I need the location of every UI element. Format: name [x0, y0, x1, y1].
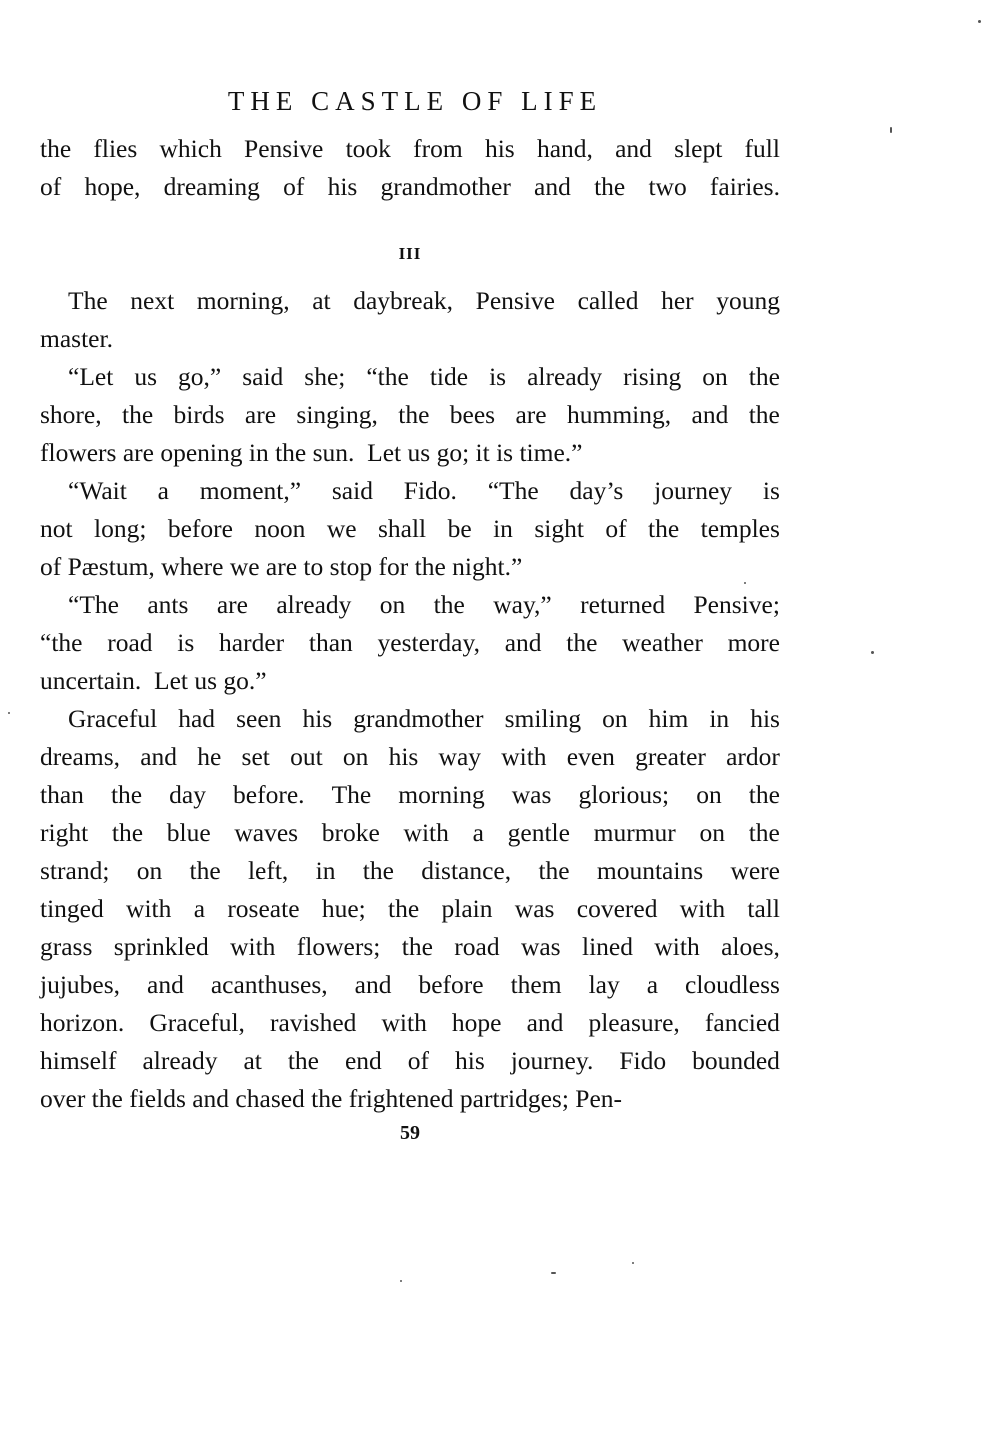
text-line: of Pæstum, where we are to stop for the night.”: [40, 552, 523, 581]
running-head: THE CASTLE OF LIFE: [227, 86, 603, 116]
text-line: of hope, dreaming of his grandmother and the two fairies.: [40, 172, 780, 201]
body-text: [40, 130, 780, 1118]
text-line: master.: [40, 324, 113, 353]
paragraph: [40, 130, 780, 206]
scan-speck: [632, 1262, 634, 1264]
text-line: right the blue waves broke with a gentle murmur on the: [40, 818, 780, 847]
text-line: the flies which Pensive took from his hand, and slept full: [40, 134, 780, 163]
text-line: The next morning, at daybreak, Pensive called her young: [68, 286, 780, 315]
text-line: dreams, and he set out on his way with even greater ardor: [40, 742, 780, 771]
scan-speck: [400, 1280, 402, 1282]
scan-speck: [8, 712, 10, 714]
text-line: “Let us go,” said she; “the tide is already rising on the: [68, 362, 780, 391]
text-line: horizon. Graceful, ravished with hope and pleasure, fancied: [40, 1008, 780, 1037]
text-line: himself already at the end of his journey. Fido bounded: [40, 1046, 780, 1075]
paragraph: [40, 358, 780, 472]
section-number: III: [398, 244, 422, 263]
text-line: shore, the birds are singing, the bees are humming, and the: [40, 400, 780, 429]
text-line: tinged with a roseate hue; the plain was covered with tall: [40, 894, 780, 923]
text-line: over the fields and chased the frightened partridges; Pen-: [40, 1084, 623, 1113]
text-line: grass sprinkled with flowers; the road was lined with aloes,: [40, 932, 780, 961]
scan-speck: [871, 651, 874, 654]
paragraph: [40, 282, 780, 358]
paragraph: [40, 472, 780, 586]
text-line: not long; before noon we shall be in sight of the temples: [40, 514, 780, 543]
text-line: Graceful had seen his grandmother smiling on him in his: [68, 704, 780, 733]
text-line: uncertain. Let us go.”: [40, 666, 267, 695]
text-line: jujubes, and acanthuses, and before them lay a cloudless: [40, 970, 780, 999]
text-line: flowers are opening in the sun. Let us go; it is time.”: [40, 438, 583, 467]
paragraph: [40, 586, 780, 700]
text-line: strand; on the left, in the distance, the mountains were: [40, 856, 780, 885]
text-line: “The ants are already on the way,” returned Pensive;: [68, 590, 780, 619]
page-number: 59: [400, 1122, 420, 1144]
scan-speck: [890, 127, 892, 133]
scan-speck: [978, 20, 981, 23]
text-line: “the road is harder than yesterday, and the weather more: [40, 628, 780, 657]
scan-speck: [744, 582, 746, 584]
paragraph: [40, 700, 780, 1118]
text-line: “Wait a moment,” said Fido. “The day’s journey is: [68, 476, 780, 505]
scan-speck: [551, 1272, 556, 1274]
text-line: than the day before. The morning was glorious; on the: [40, 780, 780, 809]
